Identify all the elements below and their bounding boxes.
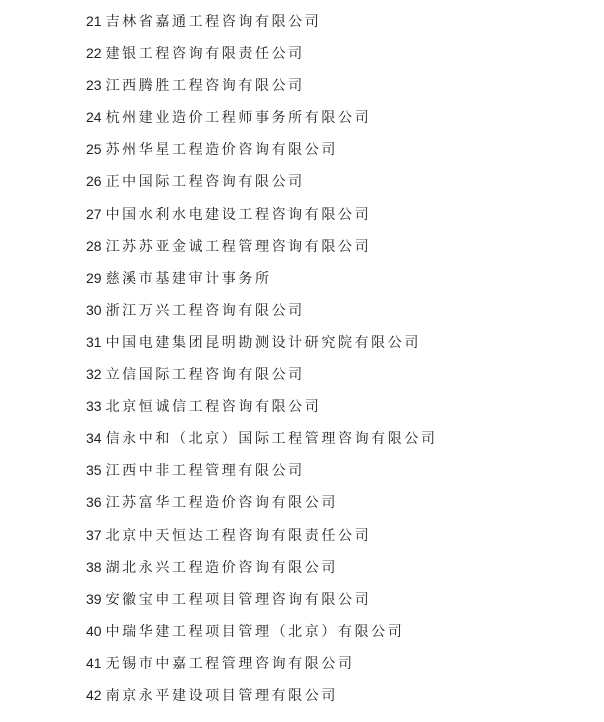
item-number: 22 bbox=[86, 45, 102, 62]
item-number: 25 bbox=[86, 141, 102, 158]
item-number: 29 bbox=[86, 269, 102, 286]
item-number: 27 bbox=[86, 205, 102, 222]
item-company-name: 中国电建集团昆明勘测设计研究院有限公司 bbox=[105, 334, 421, 351]
list-item bbox=[86, 390, 438, 422]
list-item bbox=[86, 454, 438, 486]
company-list bbox=[86, 5, 438, 711]
list-item bbox=[86, 101, 438, 133]
item-company-name: 正中国际工程咨询有限公司 bbox=[105, 174, 305, 191]
item-number: 41 bbox=[86, 654, 102, 671]
list-item bbox=[86, 69, 438, 101]
list-item bbox=[86, 262, 438, 294]
list-item bbox=[86, 133, 438, 165]
item-number: 42 bbox=[86, 686, 102, 703]
item-number: 39 bbox=[86, 590, 102, 607]
list-item bbox=[86, 37, 438, 69]
item-company-name: 立信国际工程咨询有限公司 bbox=[105, 367, 305, 384]
list-item bbox=[86, 679, 438, 711]
list-item bbox=[86, 230, 438, 262]
item-company-name: 建银工程咨询有限责任公司 bbox=[105, 46, 305, 63]
item-company-name: 慈溪市基建审计事务所 bbox=[105, 270, 272, 287]
item-company-name: 浙江万兴工程咨询有限公司 bbox=[105, 302, 305, 319]
item-company-name: 北京中天恒达工程咨询有限责任公司 bbox=[105, 527, 372, 544]
item-company-name: 信永中和（北京）国际工程管理咨询有限公司 bbox=[105, 431, 438, 448]
item-number: 35 bbox=[86, 462, 102, 479]
list-item bbox=[86, 326, 438, 358]
item-number: 36 bbox=[86, 494, 102, 511]
item-number: 21 bbox=[86, 13, 102, 29]
list-item bbox=[86, 519, 438, 551]
list-item bbox=[86, 165, 438, 197]
item-company-name: 南京永平建设项目管理有限公司 bbox=[105, 687, 338, 704]
item-number: 30 bbox=[86, 301, 102, 318]
list-item bbox=[86, 647, 438, 679]
list-item bbox=[86, 583, 438, 615]
item-company-name: 江西中非工程管理有限公司 bbox=[105, 463, 305, 480]
item-number: 33 bbox=[86, 398, 102, 415]
item-number: 23 bbox=[86, 77, 102, 94]
item-company-name: 吉林省嘉通工程咨询有限公司 bbox=[105, 14, 322, 30]
item-company-name: 杭州建业造价工程师事务所有限公司 bbox=[105, 110, 372, 127]
item-number: 31 bbox=[86, 333, 102, 350]
item-company-name: 江苏富华工程造价咨询有限公司 bbox=[105, 495, 338, 512]
list-item bbox=[86, 551, 438, 583]
item-company-name: 苏州华星工程造价咨询有限公司 bbox=[105, 142, 338, 159]
item-company-name: 江苏苏亚金诚工程管理咨询有限公司 bbox=[105, 238, 372, 255]
item-number: 34 bbox=[86, 430, 102, 447]
item-company-name: 湖北永兴工程造价咨询有限公司 bbox=[105, 559, 338, 576]
item-company-name: 中瑞华建工程项目管理（北京）有限公司 bbox=[105, 623, 405, 640]
item-number: 40 bbox=[86, 622, 102, 639]
list-item bbox=[86, 198, 438, 230]
list-item bbox=[86, 294, 438, 326]
item-number: 28 bbox=[86, 237, 102, 254]
item-company-name: 中国水利水电建设工程咨询有限公司 bbox=[105, 206, 372, 223]
item-company-name: 安徽宝申工程项目管理咨询有限公司 bbox=[105, 591, 372, 608]
item-company-name: 江西腾胜工程咨询有限公司 bbox=[105, 78, 305, 95]
list-item bbox=[86, 615, 438, 647]
item-number: 26 bbox=[86, 173, 102, 190]
list-item bbox=[86, 422, 438, 454]
item-company-name: 北京恒诚信工程咨询有限公司 bbox=[105, 399, 322, 416]
item-number: 24 bbox=[86, 109, 102, 126]
item-number: 32 bbox=[86, 366, 102, 383]
item-number: 37 bbox=[86, 526, 102, 543]
list-item bbox=[86, 358, 438, 390]
list-item bbox=[86, 5, 438, 37]
item-number: 38 bbox=[86, 558, 102, 575]
item-company-name: 无锡市中嘉工程管理咨询有限公司 bbox=[105, 655, 355, 672]
list-item bbox=[86, 486, 438, 518]
